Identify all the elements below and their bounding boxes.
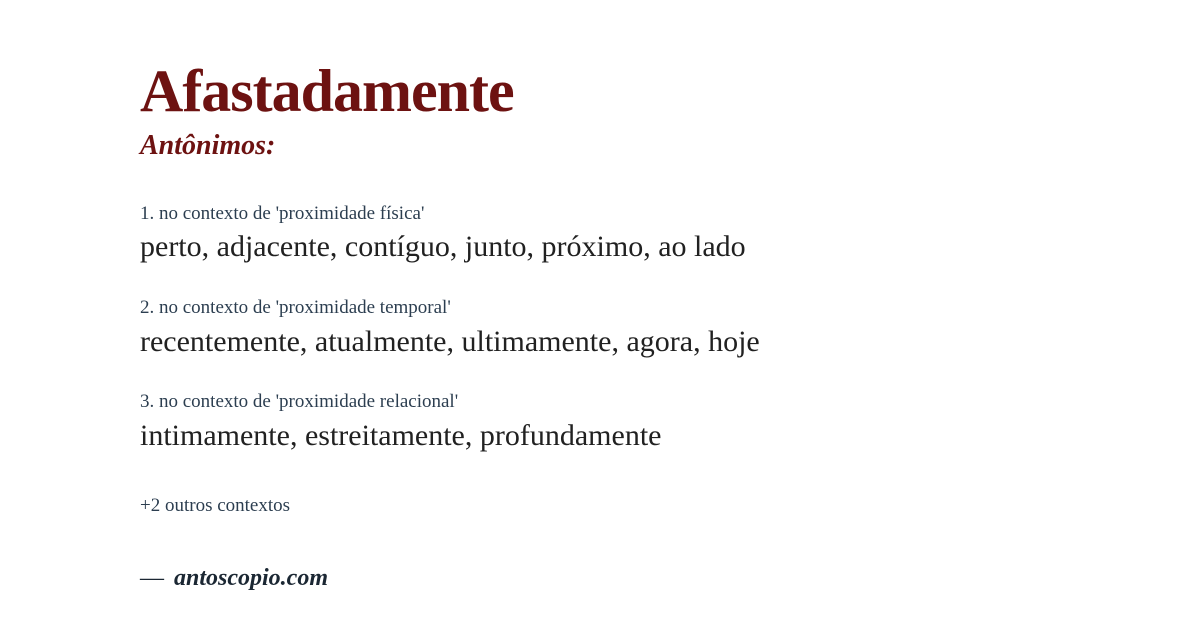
antonym-list: intimamente, estreitamente, profundamente (140, 418, 662, 452)
antonym-section-1 (140, 202, 1140, 266)
source-domain: antoscopio.com (174, 565, 328, 592)
antonym-section-3 (140, 390, 1140, 454)
context-label: 1. no contexto de 'proximidade física' (140, 202, 425, 224)
attribution-dash: — (140, 565, 164, 592)
context-label: 3. no contexto de 'proximidade relacional' (140, 391, 459, 413)
headword-title: Afastadamente (140, 58, 514, 124)
antonym-list: recentemente, atualmente, ultimamente, agora, hoje (140, 324, 760, 358)
antonym-sections (140, 202, 1140, 455)
antonym-section-2 (140, 296, 1140, 360)
source-attribution (140, 565, 1140, 592)
antonyms-subtitle: Antônimos: (140, 130, 276, 161)
context-label: 2. no contexto de 'proximidade temporal' (140, 296, 451, 318)
antonym-list: perto, adjacente, contíguo, junto, próximo, ao lado (140, 230, 746, 264)
more-contexts-label: +2 outros contextos (140, 495, 291, 517)
